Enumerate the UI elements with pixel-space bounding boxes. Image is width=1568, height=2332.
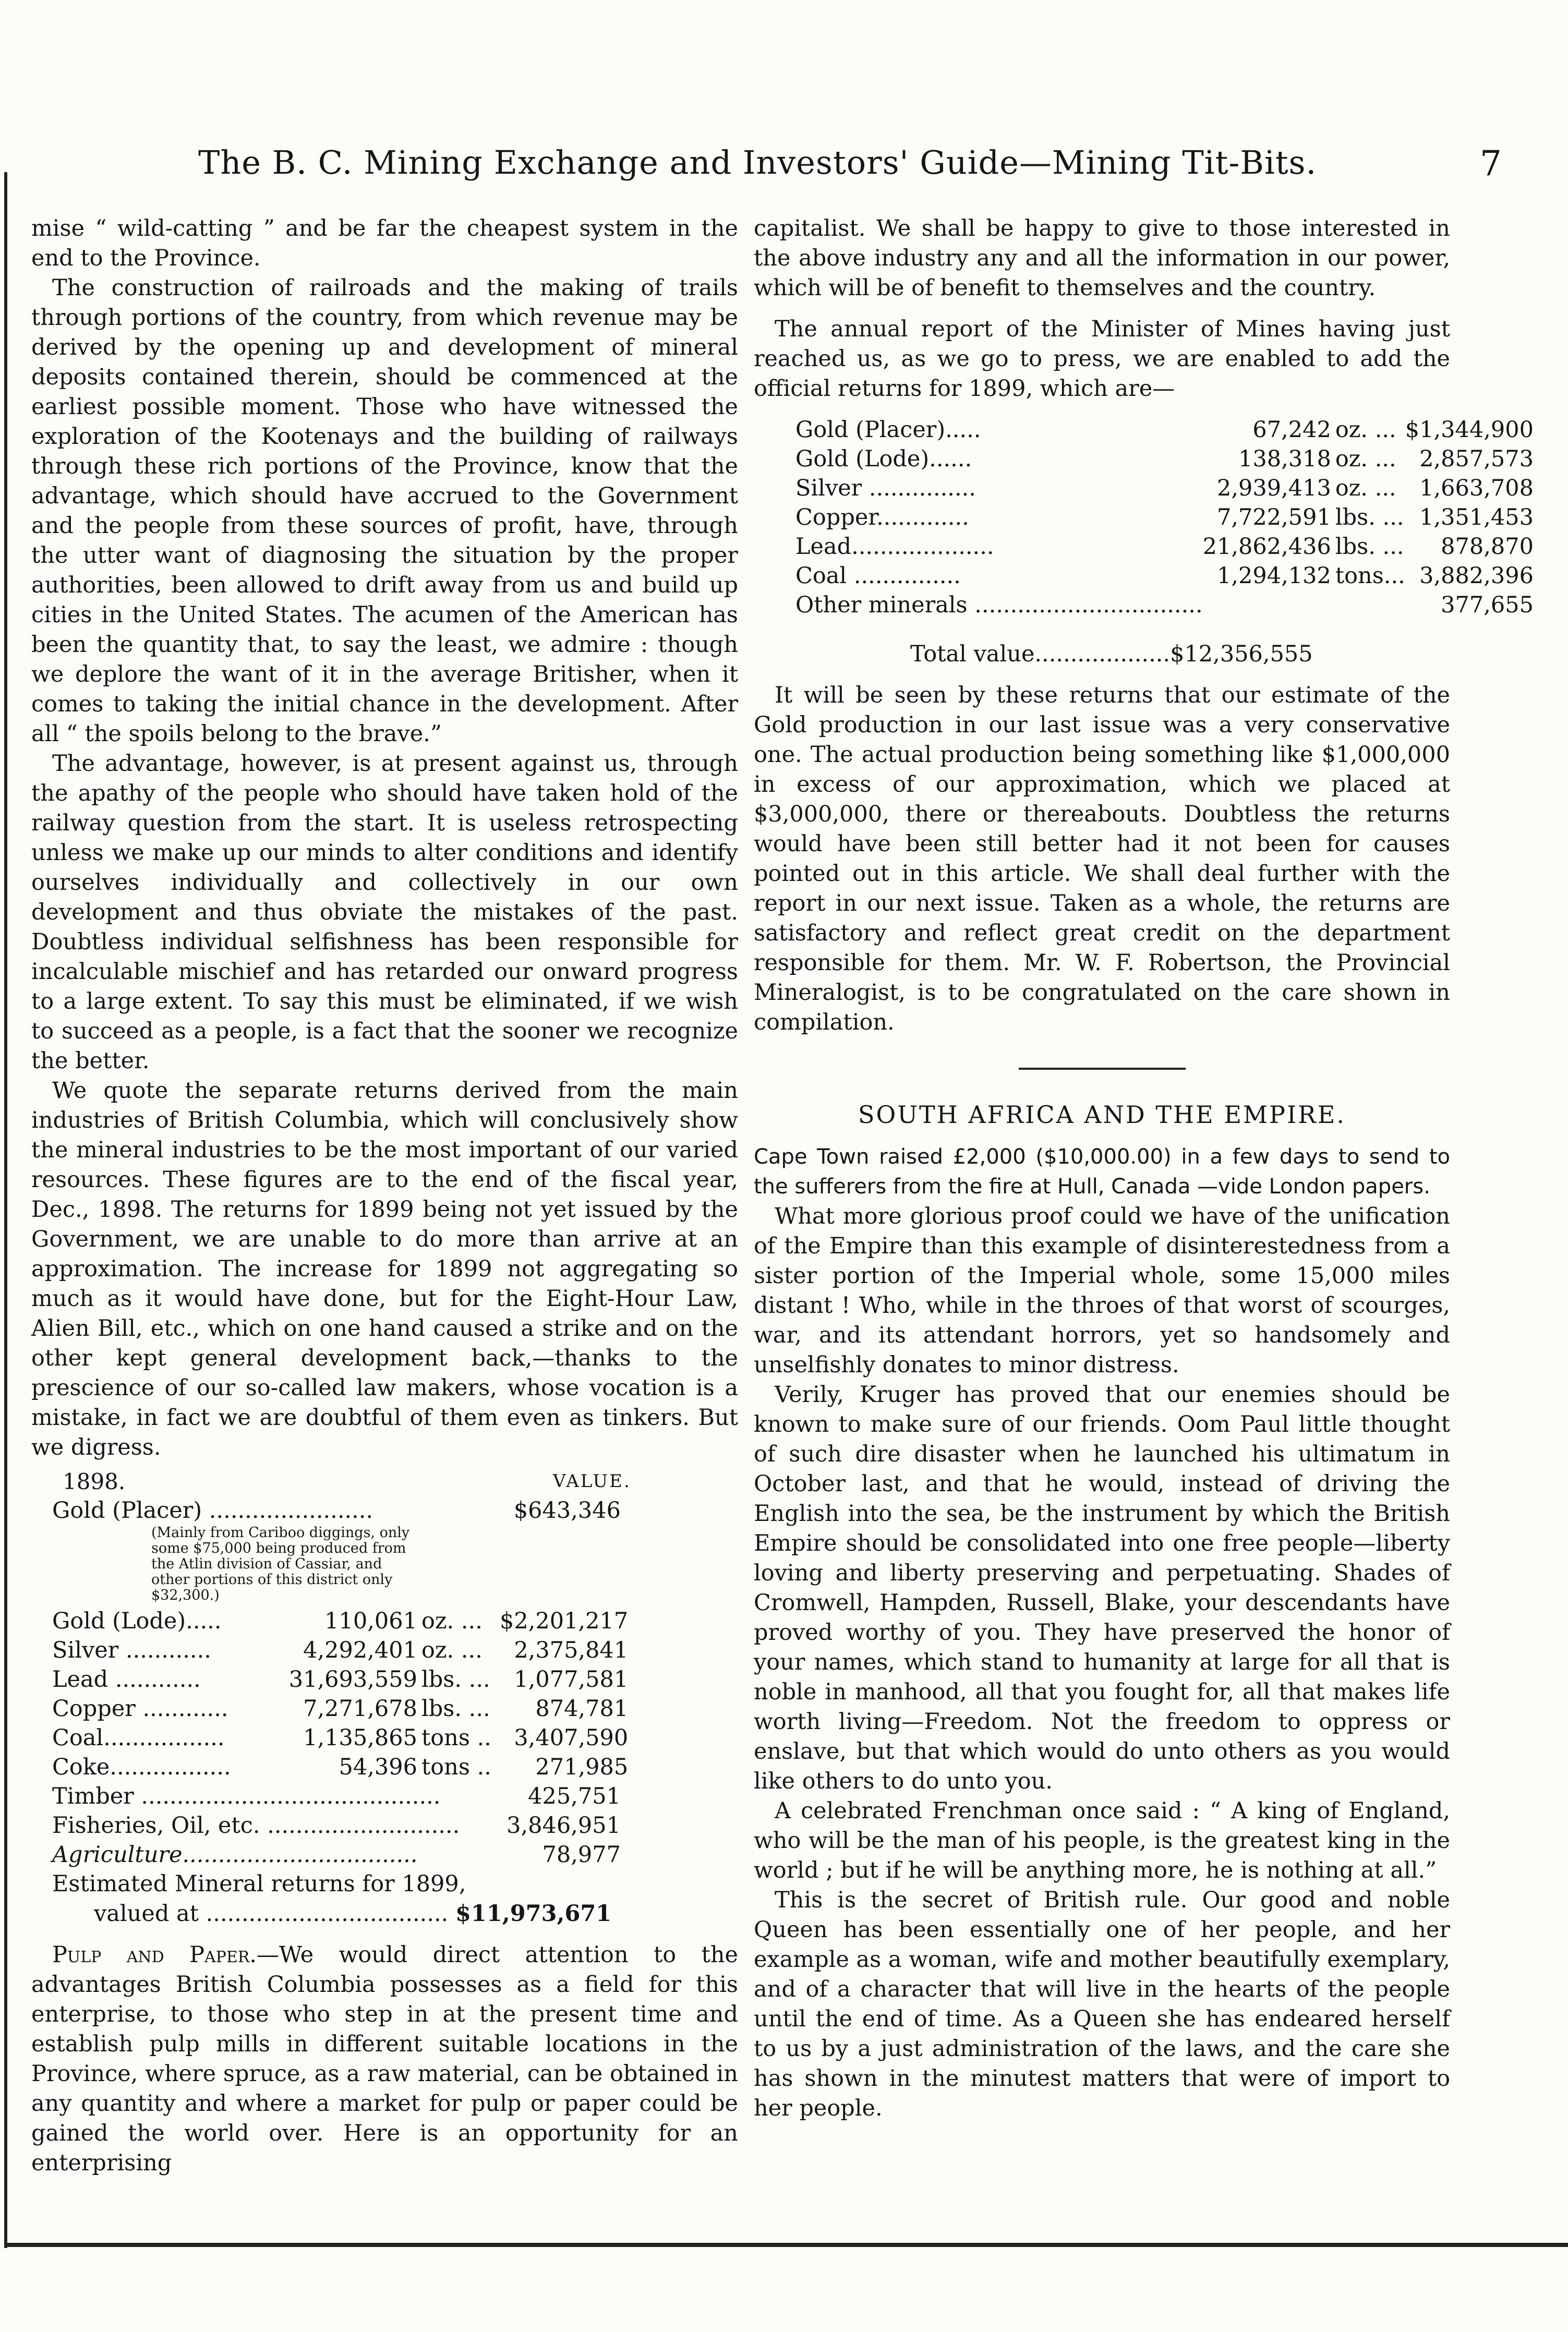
row-name: Coal ............... <box>795 563 961 589</box>
row-value: 3,407,590 <box>514 1725 629 1751</box>
header-title: The B. C. Mining Exchange and Investors' Guide—Mining Tit-Bits. <box>198 143 1317 182</box>
placer-footnote: (Mainly from Cariboo diggings, only some $75,000 being produced from the Atlin division of Cassiar, and other portions of this district only $32,300.) <box>151 1525 410 1603</box>
value-column-header: VALUE. <box>553 1471 631 1492</box>
row-unit <box>1331 590 1405 620</box>
pulp-paragraph <box>31 1940 738 2178</box>
row-unit: tons .. <box>421 1754 491 1780</box>
paragraph: capitalist. We shall be happy to give to those interested in the above industry any and all the information in our power, which will be of benefit to themselves and the country. <box>754 215 1450 301</box>
row-unit: lbs. ... <box>421 1666 490 1693</box>
row-name: Other minerals ................................ <box>795 592 1203 618</box>
row-value: 3,846,951 <box>506 1813 621 1839</box>
row-name: Copper............. <box>795 504 969 530</box>
row-unit: oz. ... <box>1335 475 1396 501</box>
estimated-returns <box>52 1869 738 1929</box>
paragraph: Cape Town raised £2,000 ($10,000.00) in a few days to send to the sufferers from the fire at Hull, Canada —vide London papers. <box>754 1145 1450 1199</box>
row-name: Gold (Lode)...... <box>795 446 972 472</box>
row-name: Silver ............ <box>52 1637 211 1663</box>
table-row <box>795 415 1534 444</box>
row-value: 425,751 <box>528 1783 621 1809</box>
paragraph: It will be seen by these returns that our estimate of the Gold production in our last issue was a very conservative one. The actual production being something like $1,000,000 in excess of our approximation, which we placed at $3,000,000, there or thereabouts. Doubtless the returns would have been still better had it not been for causes pointed out in this article. We shall deal further with the report in our next issue. Taken as a whole, the returns are satisfactory and reflect great credit on the department responsible for them. Mr. W. F. Robertson, the Provincial Mineralogist, is to be congratulated on the care shown in compilation. <box>754 682 1450 1035</box>
table-row <box>52 1753 628 1782</box>
returns-1898-placer <box>52 1496 621 1525</box>
estimated-line-2: valued at .................................. <box>94 1901 449 1927</box>
paragraph: The construction of railroads and the making of trails through portions of the country, from which revenue may be derived by the opening up and development of mineral deposits contained therein, should be commenced at the earliest possible moment. Those who have witnessed the exploration of the Kootenays and the building of railways through these rich portions of the Province, know that the advantage, which should have accrued to the Government and the people from these sources of profit, have, through the utter want of diagnosing the situation by the proper authorities, been allowed to drift away from us and build up cities in the United States. The acumen of the American has been the quantity that, to say the least, we admire : though we deplore the want of it in the average Britisher, when it comes to taking the initial chance in the development. After all “ the spoils belong to the brave.” <box>31 275 738 747</box>
row-value: 1,077,581 <box>514 1666 629 1693</box>
row-unit: tons... <box>1335 563 1405 589</box>
pulp-text: —We would direct attention to the advantages British Columbia possesses as a field for this enterprise, to those who step in at the present time and establish pulp mills in different suitable locations in the Province, where spruce, as a raw material, can be obtained in any quantity and where a market for pulp or paper could be gained the world over. Here is an opportunity for an enterprising <box>31 1942 738 2176</box>
right-column <box>754 214 1534 2123</box>
row-name: Silver ............... <box>795 475 976 501</box>
row-name: Coke................. <box>52 1754 231 1780</box>
table-row <box>52 1782 621 1811</box>
row-value: $2,201,217 <box>500 1608 629 1634</box>
paragraph: We quote the separate returns derived from the main industries of British Columbia, which will conclusively show the mineral industries to be the most important of our varied resources. These figures are to the end of the fiscal year, Dec., 1898. The returns for 1899 being not yet issued by the Government, we are unable to do more than arrive at an approximation. The increase for 1899 not aggregating so much as it would have done, but for the Eight-Hour Law, Alien Bill, etc., which on one hand caused a strike and on the other kept general development back,—thanks to the prescience of our so-called law makers, whose vocation is a mistake, in fact we are doubtful of them even as tinkers. But we digress. <box>31 1078 738 1460</box>
paragraph: The annual report of the Minister of Mines having just reached us, as we go to press, we are enabled to add the official returns for 1899, which are— <box>754 316 1450 402</box>
row-quantity: 21,862,436 <box>1202 534 1331 560</box>
row-unit: lbs. ... <box>1335 534 1404 560</box>
table-row <box>52 1665 628 1694</box>
table-row <box>795 590 1534 620</box>
left-column <box>31 214 738 2178</box>
row-value: 1,351,453 <box>1419 504 1534 530</box>
row-value: 2,857,573 <box>1419 446 1534 472</box>
row-value: $643,346 <box>513 1497 621 1524</box>
row-unit: oz. ... <box>1335 446 1396 472</box>
row-name: Agriculture................................. <box>52 1842 418 1868</box>
row-quantity: 7,271,678 <box>303 1696 417 1722</box>
paragraph: What more glorious proof could we have of the unification of the Empire than this example of disinterestedness from a sister portion of the Imperial whole, some 15,000 miles distant ! Who, while in the throes of that worst of scourges, war, and its attendant horrors, yet so handsomely and unselfishly donates to minor distress. <box>754 1203 1450 1378</box>
table-row <box>795 532 1534 561</box>
row-unit: oz. ... <box>421 1608 483 1634</box>
row-value: 2,375,841 <box>514 1637 629 1663</box>
paragraph: A celebrated Frenchman once said : “ A king of England, who will be the man of his people, is the greatest king in the world ; but if he will be anything more, he is nothing at all.” <box>754 1798 1450 1883</box>
row-quantity: 4,292,401 <box>303 1637 417 1663</box>
row-name: Copper ............ <box>52 1696 228 1722</box>
table-row <box>795 444 1534 474</box>
table-row <box>52 1636 628 1665</box>
paragraph: This is the secret of British rule. Our good and noble Queen has been essentially one of her people, and her example as a woman, wife and mother beautifully exemplary, and of a character that will live in the hearts of the people until the end of time. As a Queen she has endeared herself to us by a just administration of the laws, and the care she has shown in the minutest matters that were of import to her people. <box>754 1887 1450 2121</box>
row-value: 271,985 <box>535 1754 629 1780</box>
row-quantity: 2,939,413 <box>1217 475 1331 501</box>
row-value: 878,870 <box>1441 534 1534 560</box>
row-unit: lbs. ... <box>1335 504 1404 530</box>
section-divider <box>1019 1068 1186 1070</box>
row-value: 1,663,708 <box>1419 475 1534 501</box>
row-quantity: 1,294,132 <box>1217 563 1331 589</box>
row-value: 874,781 <box>535 1696 629 1722</box>
table-row <box>795 561 1534 590</box>
row-value: 377,655 <box>1441 592 1534 618</box>
left-margin-rule <box>4 172 7 2248</box>
row-quantity: 7,722,591 <box>1217 504 1331 530</box>
row-quantity: 31,693,559 <box>288 1666 417 1693</box>
paragraph: The advantage, however, is at present against us, through the apathy of the people who should have taken hold of the railway question from the start. It is useless retrospecting unless we make up our minds to alter conditions and identify ourselves individually and collectively in our own development and thus obviate the mistakes of the past. Doubtless individual selfishness has been responsible for incalculable mischief and has retarded our onward progress to a large extent. To say this must be eliminated, if we wish to succeed as a people, is a fact that the sooner we recognize the better. <box>31 751 738 1074</box>
row-unit: oz. ... <box>421 1637 483 1663</box>
row-quantity: 110,061 <box>324 1608 417 1634</box>
table-row <box>52 1694 628 1723</box>
table-row <box>52 1840 621 1869</box>
returns-1899-table <box>795 415 1534 620</box>
row-unit: tons .. <box>421 1725 491 1751</box>
row-name: Coal................. <box>52 1725 225 1751</box>
returns-1898-rows <box>52 1606 628 1782</box>
row-quantity: 138,318 <box>1238 446 1331 472</box>
row-name: Gold (Placer) ....................... <box>52 1497 373 1524</box>
row-name: Lead ............ <box>52 1666 201 1693</box>
row-unit: oz. ... <box>1335 417 1396 443</box>
bottom-margin-rule <box>4 2243 1568 2247</box>
table-row <box>795 474 1534 503</box>
returns-1898-table <box>31 1467 738 1929</box>
table-row <box>52 1606 628 1636</box>
estimated-line-1: Estimated Mineral returns for 1899, <box>52 1871 466 1897</box>
table-row <box>52 1723 628 1753</box>
row-name: Gold (Placer)..... <box>795 417 981 443</box>
row-value: 3,882,396 <box>1419 563 1534 589</box>
row-quantity: 54,396 <box>339 1754 417 1780</box>
page-number: 7 <box>1480 143 1502 184</box>
row-value: 78,977 <box>542 1842 621 1868</box>
row-quantity <box>1203 590 1331 620</box>
row-value: $1,344,900 <box>1405 417 1534 443</box>
row-unit: lbs. ... <box>421 1696 490 1722</box>
paragraph: Verily, Kruger has proved that our enemies should be known to make sure of our friends. Oom Paul little thought of such dire disaster when he launched his ultimatum in October last, and that he would, instead of driving the English into the sea, be the instrument by which the British Empire should be consolidated into one free people—liberty loving and liberty preserving and perpetuating. Shades of Cromwell, Hampden, Russell, Blake, your descendants have proved worthy of you. They have preserved the honor of your names, which stand to humanity at large for all that is noble in manhood, all that you fought for, all that makes life worth living—Freedom. Not the freedom to oppress or enslave, but that which would do unto others as you would like others to do unto you. <box>754 1382 1450 1794</box>
table-row <box>52 1811 621 1840</box>
row-quantity: 1,135,865 <box>303 1725 417 1751</box>
running-header <box>198 143 1502 190</box>
table-row <box>795 503 1534 532</box>
row-name: Lead.................... <box>795 534 994 560</box>
paragraph: mise “ wild-catting ” and be far the cheapest system in the end to the Province. <box>31 215 738 271</box>
section-title: SOUTH AFRICA AND THE EMPIRE. <box>858 1101 1346 1129</box>
pulp-heading: Pulp and Paper. <box>52 1942 257 1968</box>
year-label: 1898. <box>63 1469 126 1494</box>
estimated-value: $11,973,671 <box>455 1901 612 1927</box>
returns-1898-other-rows <box>52 1782 621 1869</box>
row-name: Gold (Lode)..... <box>52 1608 222 1634</box>
total-value: Total value...................$12,356,555 <box>910 641 1313 667</box>
row-quantity: 67,242 <box>1252 417 1331 443</box>
row-name: Timber .......................................... <box>52 1783 441 1809</box>
table-row <box>52 1496 621 1525</box>
returns-1898-header <box>63 1467 738 1496</box>
row-name: Fisheries, Oil, etc. ........................... <box>52 1813 460 1839</box>
